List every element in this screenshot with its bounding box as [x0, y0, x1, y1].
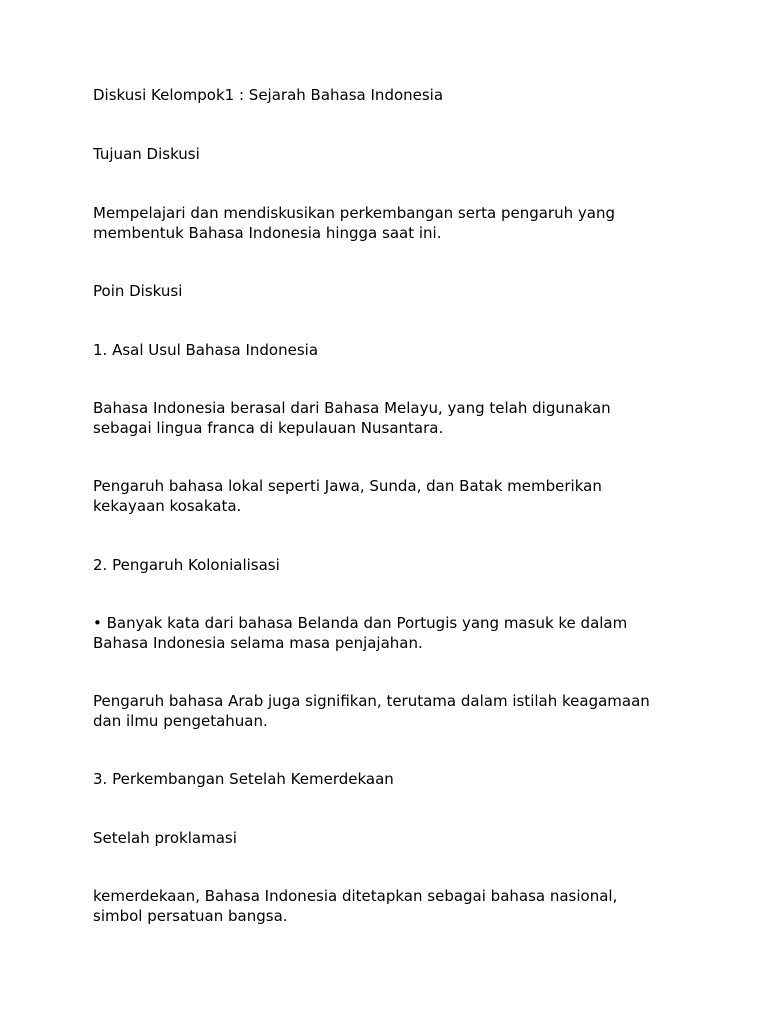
section3-paragraph1: Setelah proklamasi: [93, 829, 237, 847]
section2-paragraph2-line-1: Pengaruh bahasa Arab juga signifikan, terutama dalam istilah keagamaan: [93, 692, 650, 710]
poin-heading: Poin Diskusi: [93, 282, 183, 300]
section3-heading: 3. Perkembangan Setelah Kemerdekaan: [93, 770, 394, 788]
section2-heading: 2. Pengaruh Kolonialisasi: [93, 556, 280, 574]
section1-paragraph1-line-1: Bahasa Indonesia berasal dari Bahasa Melayu, yang telah digunakan: [93, 399, 611, 417]
section1-heading: 1. Asal Usul Bahasa Indonesia: [93, 341, 319, 359]
section2-paragraph1-line-2: Bahasa Indonesia selama masa penjajahan.: [93, 634, 423, 652]
section1-paragraph2-line-1: Pengaruh bahasa lokal seperti Jawa, Sunda, dan Batak memberikan: [93, 477, 602, 495]
section1-paragraph2-line-2: kekayaan kosakata.: [93, 497, 242, 515]
section2-paragraph2-line-2: dan ilmu pengetahuan.: [93, 712, 268, 730]
section1-paragraph1-line-2: sebagai lingua franca di kepulauan Nusantara.: [93, 419, 444, 437]
tujuan-heading: Tujuan Diskusi: [93, 145, 200, 163]
section3-paragraph2-line-1: kemerdekaan, Bahasa Indonesia ditetapkan sebagai bahasa nasional,: [93, 887, 618, 905]
tujuan-text-line-1: Mempelajari dan mendiskusikan perkembangan serta pengaruh yang: [93, 204, 615, 222]
document-title: Diskusi Kelompok1 : Sejarah Bahasa Indonesia: [93, 86, 444, 104]
section2-paragraph1-line-1: • Banyak kata dari bahasa Belanda dan Portugis yang masuk ke dalam: [93, 614, 628, 632]
tujuan-text-line-2: membentuk Bahasa Indonesia hingga saat ini.: [93, 224, 442, 242]
section3-paragraph2-line-2: simbol persatuan bangsa.: [93, 907, 288, 925]
